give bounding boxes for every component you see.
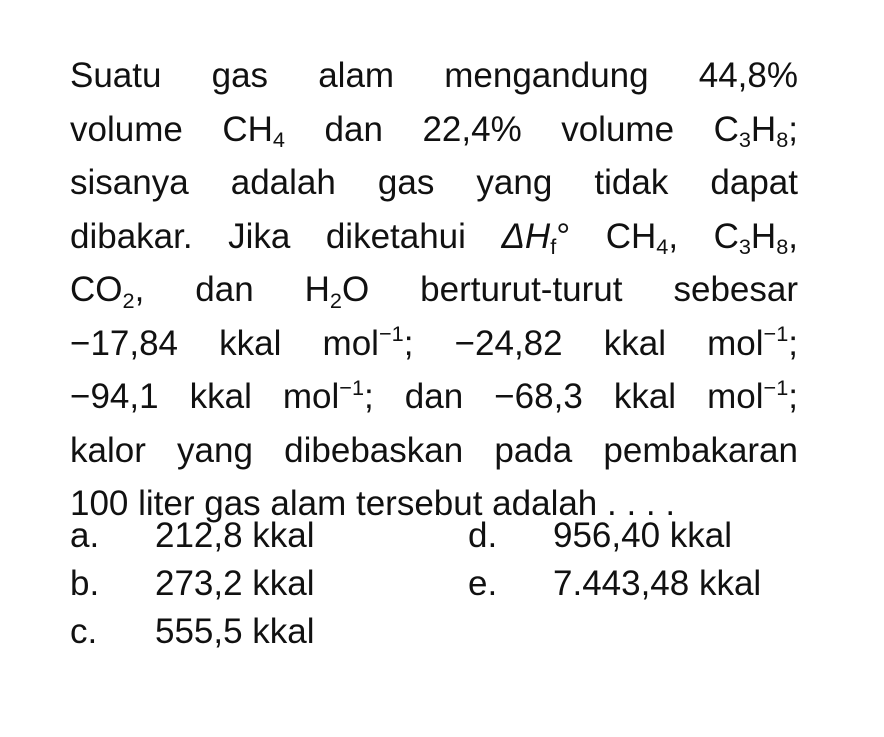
option-value: 273,2 kkal [155,564,315,603]
superscript: −1 [763,321,789,347]
question-text [70,49,798,531]
option-letter: e. [468,564,498,603]
superscript: −1 [339,374,365,400]
option-letter: c. [70,612,98,651]
text-segment: sisanya adalah gas yang tidak dapat [70,163,798,202]
text-segment: ; [788,109,798,149]
text-segment: H [750,109,777,149]
option-value: 956,40 kkal [553,516,733,555]
question-line-4 [70,210,798,264]
subscript: 3 [738,234,751,260]
option-row [70,608,810,656]
answer-options [70,512,810,656]
text-segment: ; −24,82 kkal mol [403,323,764,363]
option-value: 7.443,48 kkal [553,564,762,603]
text-segment: , [788,216,798,256]
text-segment: −94,1 kkal mol [70,377,340,416]
question-line-5 [70,263,798,317]
text-segment: H [750,216,777,256]
subscript: 8 [776,234,789,260]
delta-h-symbol: ΔH [501,216,551,256]
subscript: f [550,234,557,260]
option-row [70,512,810,560]
option-letter: b. [70,564,100,603]
option-c[interactable] [70,608,315,656]
superscript: −1 [763,374,789,400]
degree-symbol: ° [556,216,571,256]
question-line-6 [70,317,798,371]
option-d[interactable] [468,512,732,560]
text-segment: ; [788,377,798,416]
option-row [70,560,810,608]
text-segment: , C [668,216,739,256]
option-a[interactable] [70,512,315,560]
text-segment: volume CH [70,109,273,149]
option-letter: d. [468,516,498,555]
text-segment: Suatu gas alam mengandung 44,8% [70,56,798,95]
question-line-8 [70,424,798,478]
option-value: 212,8 kkal [155,516,315,555]
text-segment: kalor yang dibebaskan pada pembakaran [70,430,798,470]
subscript: 2 [122,287,135,313]
subscript: 8 [776,127,789,153]
option-value: 555,5 kkal [155,612,315,651]
question-line-1 [70,49,798,103]
text-segment: , dan H [134,270,330,309]
text-segment: ; [788,323,798,363]
question-line-3 [70,156,798,210]
text-segment: dibakar. Jika diketahui [70,216,502,256]
text-segment: O berturut-turut sebesar [341,270,798,309]
subscript: 3 [738,127,751,153]
subscript: 2 [329,287,342,313]
text-segment: dan 22,4% volume C [284,109,739,149]
text-segment: 100 liter gas alam tersebut adalah . . . . [70,484,676,523]
text-segment: −17,84 kkal mol [70,323,379,363]
question-line-7 [70,370,798,424]
text-segment: CH [570,216,657,256]
text-segment: ; dan −68,3 kkal mol [364,377,764,416]
subscript: 4 [656,234,669,260]
subscript: 4 [272,127,285,153]
option-letter: a. [70,516,100,555]
option-e[interactable] [468,560,761,608]
superscript: −1 [378,321,404,347]
question-line-2 [70,103,798,157]
option-b[interactable] [70,560,315,608]
text-segment: CO [70,270,123,309]
